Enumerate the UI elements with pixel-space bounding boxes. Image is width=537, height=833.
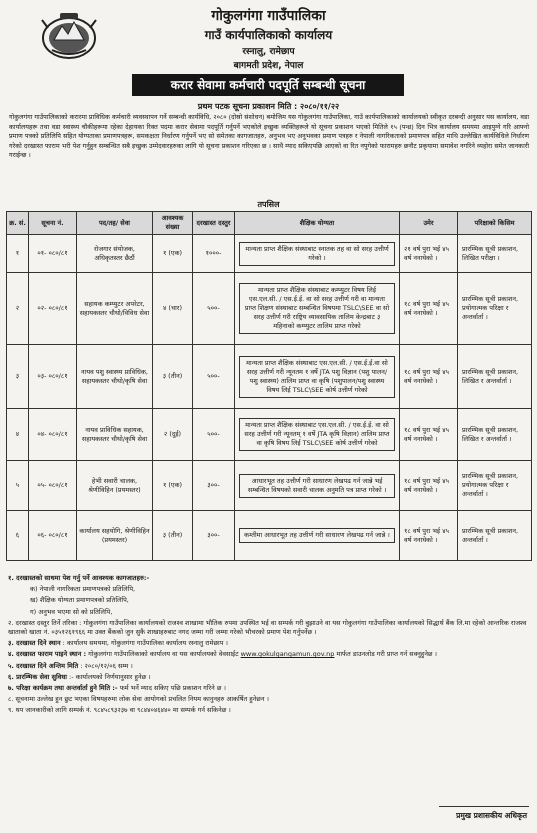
note-1-b: ख) शैक्षिक योग्यता प्रमाणपत्रको प्रतिलिपि,	[30, 596, 129, 605]
fee-cell: १०००-	[193, 235, 235, 273]
office-address: रस्नालु, रामेछाप	[242, 47, 295, 57]
note-4-text: गोकुलगंगा गाउँपालिकाको कार्यालय वा यस कार्यालयको वेवसाईट	[88, 650, 239, 659]
org-name: गोकुलगंगा गाउँपालिका	[211, 8, 326, 24]
age-cell: १८ वर्ष पुरा भई ४५ वर्ष ननाघेको ।	[400, 409, 458, 461]
serial-cell: २	[7, 273, 29, 345]
qualification-cell	[235, 409, 400, 461]
age-cell: १८ वर्ष पुरा भई ४५ वर्ष ननाघेको ।	[400, 273, 458, 345]
serial-cell: १	[7, 235, 29, 273]
exam-type-cell: प्रारम्भिक सूची प्रकाशन, प्रयोगात्मक परिक्षा र अन्तर्वार्ता ।	[458, 273, 532, 345]
post-cell: नायव पशु स्वास्थ्य प्राविधिक, सहायकस्तर चौथो/कृषि सेवा	[77, 345, 153, 409]
qualification-cell	[235, 235, 400, 273]
post-cell: नायव प्राविधिक सहायक, सहायकस्तर चौथो/कृषि सेवा	[77, 409, 153, 461]
fee-cell: ५००-	[193, 345, 235, 409]
qualification-cell	[235, 461, 400, 511]
nepal-emblem-icon	[40, 10, 98, 60]
notice-no-cell: ०३- ०८०/८१	[29, 345, 77, 409]
table-row	[7, 235, 532, 273]
exam-type-cell: प्रारम्भिक सूची प्रकाशन, लिखित परीक्षा ।	[458, 235, 532, 273]
exam-type-cell: प्रारम्भिक सूची प्रकाशन, अन्तर्वार्ता ।	[458, 511, 532, 561]
col-header: उमेर	[400, 212, 458, 235]
note-9: ९. थप जानकारीको लागि सम्पर्क नं. ९८४५८९३२३७ वा ९८४४०४६४४० मा सम्पर्क गर्न सकिनेछ ।	[8, 706, 231, 715]
count-cell: १ (एक)	[153, 235, 193, 273]
count-cell: ३ (तीन)	[153, 511, 193, 561]
table-row	[7, 461, 532, 511]
signature-line	[439, 806, 529, 807]
signature-title: प्रमुख प्रशासकीय अधिकृत	[456, 811, 527, 820]
note-8: ८. सूचनामा उल्लेख हुन छुट भएका विषयहरुमा लोक सेवा आयोगको प्रचलित नियम कानुनहरु आकर्षित हुनेछन ।	[8, 695, 269, 704]
col-header: पद/तह/ सेवा	[77, 212, 153, 235]
table-row	[7, 409, 532, 461]
post-cell: रोजगार संयोजक, अधिकृतस्तर छैठौं	[77, 235, 153, 273]
age-cell: १८ वर्ष पुरा भई ४५ वर्ष ननाघेको ।	[400, 461, 458, 511]
count-cell: ४ (चार)	[153, 273, 193, 345]
notice-no-cell: ०१- ०८०/८१	[29, 235, 77, 273]
table-caption: तपसिल	[257, 200, 280, 209]
post-cell: कार्यालय सहयोगि, श्रेणीविहिन (प्रयमस्तर)	[77, 511, 153, 561]
qualification-cell	[235, 273, 400, 345]
note-3	[8, 639, 531, 648]
office-name: गाउँ कार्यपालिकाको कार्यालय	[204, 28, 333, 42]
age-cell: १८ वर्ष पुरा भई ४५ वर्ष ननाघेको ।	[400, 345, 458, 409]
intro-paragraph: गोकुलगंगा गाउँपालिकाको करारमा प्राविधिक कर्मचारी व्यवस्थापन गर्ने सम्बन्धी कार्यविधि, २०८० (दोस्रो संशोधन) बमोजिम यस गोकुलगंगा गाउँपालिका, गाउँ कार्यपालिकाको कार्यालयको स्वीकृत दरबन्दी अनुसार यस कार्यालय, वडा कार्यालयहरू तथा वडा स्वास्थ्य चौकीहरूमा रहेका देहायका रिक्त पदमा करार सेवामा पदपूर्ति गर्नुपर्ने भएकोले इच्छुक व्यक्तिहरूले यो सूचना प्रकाशन भएको मितिले १५ (पन्ध्र) दिन भित्र कार्यालय समयमा आइपुग्ने गरि आफ्नो प्रमाण पत्रको प्रतिलिपि सहित योग्यताका प्रमाणपत्रहरू, समकक्षता निर्धारण गर्नुपर्ने भए सो समेतका कागजातहरु, अनुभव भए अनुभवका प्रमाण पत्रहरु र नेपाली नागरिकताको प्रमाणपत्र सहित माथि उल्लेखित कार्यविधिले निर्धारण गरेको दरखास्त फाराम भरी पेश गर्नुहुन सम्बन्धित सबै इच्छुक उम्मेदवारहरुका लागि यो सूचना प्रकाशन गरिएका छ । साथै म्याद सकिएपछि आएको वा रित नपुगेको फारामहरु छनौट प्रकृयामा समावेश नगरिने व्यहोरा समेत जानकारी गराईन्छ ।	[9, 113, 529, 160]
note-4-tail: मार्फत डाउनलोड गरी प्राप्त गर्न सक्नुहुनेछ ।	[336, 650, 438, 659]
note-3-label: ३. दरखास्त दिने स्थान	[8, 639, 61, 648]
qualification-text: कम्तीमा आधारभूत तह उत्तीर्ण गरी साधारण लेखपढ गर्न जान्ने ।	[239, 528, 395, 543]
note-1-title: १. दरखास्तको साथमा पेश गर्नु पर्ने आवश्यक कागजातहरु:-	[8, 574, 150, 582]
note-5	[8, 662, 531, 671]
exam-type-cell: प्रारम्भिक सूची प्रकाशन, लिखित र अन्तर्वार्ता ।	[458, 409, 532, 461]
qualification-cell	[235, 345, 400, 409]
qualification-text: मान्यता प्राप्त शैक्षिक संस्थाबाट एस.एल.सी. / एस.ई.ई.वा सो सरह उत्तीर्ण गरी न्यूनतम १ वर्षे JTA पशु विज्ञान (पशु पालन/पशु स्वास्थ्य) तालिम प्राप्त वा कृषि (पशुपालन/पशु स्वास्थ्य विषय लिई TSLC\SEE कोर्ष उत्तीर्ण गरेको	[239, 356, 395, 398]
note-6	[8, 673, 531, 682]
serial-cell: ३	[7, 345, 29, 409]
table-header-row	[7, 212, 532, 235]
notice-no-cell: ०५- ०८०/८१	[29, 461, 77, 511]
note-6-text: :- कार्यालयको निर्णयानुसार हुनेछ ।	[69, 672, 151, 681]
qualification-text: मान्यता प्राप्त शैक्षिक संस्थाबाट कम्प्युटर विषय लिई एस.एल.सी. / एस.ई.ई. वा सो सरह उत्तीर्ण गरी वा मान्यता प्राप्त शिक्षण संस्थाबाट सम्बन्धित विषयमा TSLC\SEE वा सो सरह उत्तीर्ण गरी राष्ट्रिय व्यावसायिक तालिम केन्द्रबाट ३ महिनाको कम्प्युटर तालिम प्राप्त गरेको	[239, 283, 395, 334]
fee-cell: ३००-	[193, 511, 235, 561]
age-cell: २१ वर्ष पुरा भई ४५ वर्ष ननाघेको ।	[400, 235, 458, 273]
count-cell: ३ (तीन)	[153, 345, 193, 409]
fee-cell: ५००-	[193, 409, 235, 461]
qualification-text: आधारभूत तह उत्तीर्ण गरी साधारण लेखपढ गर्न जान्ने भई सम्बन्धित विषयको सवारी चालक अनुमति पत्र प्राप्त गरेको ।	[239, 474, 395, 498]
exam-type-cell: प्रारम्भिक सूची प्रकाशन, लिखित र अन्तर्वार्ता ।	[458, 345, 532, 409]
col-header: दरखास्त दस्तुर	[193, 212, 235, 235]
table-row	[7, 345, 532, 409]
note-1-a: क) नेपाली नागरिकता प्रमाणपत्रको प्रतिलिपि,	[30, 585, 136, 594]
col-header: सूचना नं.	[29, 212, 77, 235]
notice-title: करार सेवामा कर्मचारी पदपूर्ति सम्बन्धी सूचना	[132, 74, 404, 96]
fee-cell: ३००-	[193, 461, 235, 511]
note-2: २. दरखास्त दस्तुर तिर्ने तरिका : गोकुलगंगा गाउँपालिका कार्यालयको राजश्व शाखामा भौतिक रुपमा उपस्थित भई वा सम्पर्क गरी बुझाउने वा यस गोकुलगंगा गाउँपालिका कार्यालयको सिद्धार्थ बैंक लि.मा रहेको आन्तरिक राजश्व खाताको खाता नं. ०३५१२६१९६६ मा उक्त बैंकको जुन सुकै शाखाहरुबाट नगद जम्मा गरी जम्मा गरेको भौचरको प्रमाण पेश गर्नुपर्नेछ ।	[8, 618, 527, 637]
col-header: परिक्षाको किसिम	[458, 212, 532, 235]
notice-no-cell: ०४- ०८०/८१	[29, 409, 77, 461]
website-link[interactable]: www.gokulgangamun.gov.np	[240, 650, 335, 659]
qualification-text: मान्यता प्राप्त शैक्षिक संस्थाबाट स्नातक तह वा सो सरह उत्तीर्ण गरेको ।	[239, 242, 395, 266]
notice-no-cell: ०२- ०८०/८१	[29, 273, 77, 345]
note-4	[8, 650, 531, 659]
age-cell: १८ वर्ष पुरा भई ४५ वर्ष ननाघेको ।	[400, 511, 458, 561]
publish-date: प्रथम पटक सूचना प्रकाशन मिति : २०८०/११/२२	[197, 102, 340, 111]
note-5-label: ५. दरखास्त दिने अन्तिम मिति	[8, 661, 79, 670]
note-6-label: ६. प्रारम्भिक सेवा सुविधा	[8, 672, 67, 681]
col-header: आवश्यक संख्या	[153, 212, 193, 235]
serial-cell: ५	[7, 461, 29, 511]
col-header: क्र. सं.	[7, 212, 29, 235]
qualification-text: मान्यता प्राप्त शैक्षिक संस्थाबाट एस.एल.सी. / एस.ई.ई. वा सो सरह उत्तीर्ण गरी न्यूनतम् १ वर्षे JTA कृषि विज्ञान) तालिम प्राप्त वा कृषि विषय लिई TSLC\SEE कोर्ष उत्तीर्ण गरेको	[239, 418, 395, 451]
col-header: शैक्षिक योग्यता	[235, 212, 400, 235]
count-cell: २ (दुई)	[153, 409, 193, 461]
note-7-text: फर्म भर्ने म्याद सकिए पछि प्रकाशन गरिने छ ।	[119, 684, 226, 693]
notes-section	[8, 574, 531, 718]
serial-cell: ६	[7, 511, 29, 561]
qualification-cell	[235, 511, 400, 561]
table-row	[7, 273, 532, 345]
note-4-label: ४. दरखास्त फाराम पाइने स्थान :	[8, 650, 87, 659]
exam-type-cell: प्रारम्भिक सूची प्रकाशन, प्रयोगात्मक परिक्षा र अन्तर्वार्ता ।	[458, 461, 532, 511]
vacancy-table	[6, 211, 532, 561]
serial-cell: ४	[7, 409, 29, 461]
post-cell: हेभी सवारी चालक, श्रेणीविहिन (प्रयमस्तर)	[77, 461, 153, 511]
post-cell: सहायक कम्प्युटर अपरेटर, सहायकस्तर चौथो/विविध सेवा	[77, 273, 153, 345]
province-name: बागमती प्रदेश, नेपाल	[233, 61, 304, 71]
notice-no-cell: ०६- ०८०/८१	[29, 511, 77, 561]
note-7	[8, 684, 531, 693]
note-1-c: ग) अनुभव भएमा सो को प्रतिलिपि,	[30, 607, 113, 616]
table-row	[7, 511, 532, 561]
note-3-text: : कार्यालय समयमा, गोकुलगंगा गाउँपालिका कार्यालय रस्नालु रामेछाप ।	[62, 639, 228, 648]
note-5-text: : २०८०/१२/०६ सम्म ।	[80, 661, 133, 670]
fee-cell: ५००-	[193, 273, 235, 345]
count-cell: १ (एक)	[153, 461, 193, 511]
note-7-label: ७. परिक्षा कार्यक्रम तथा अन्तर्वार्ता हुने मिति :-	[8, 684, 118, 693]
